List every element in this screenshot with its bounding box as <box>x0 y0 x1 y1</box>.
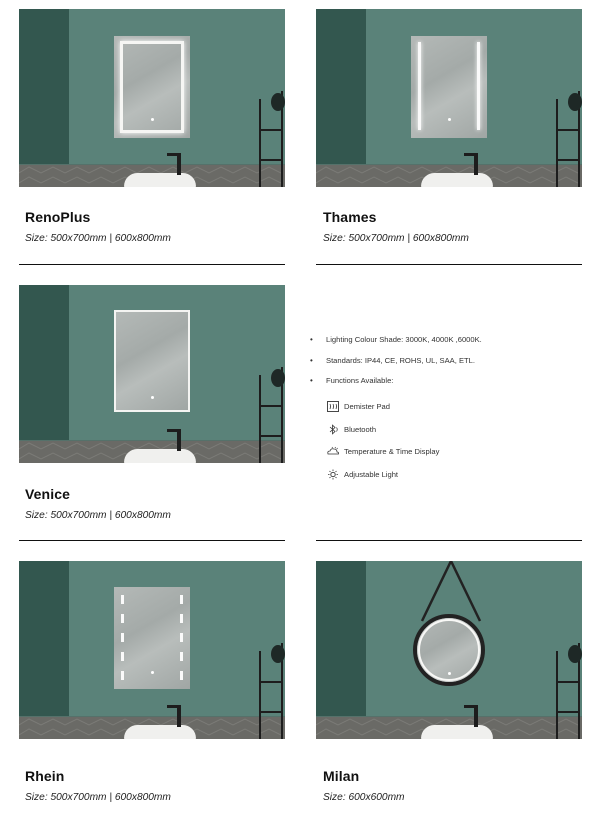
function-demister <box>310 401 580 424</box>
product-name: Rhein <box>25 768 65 784</box>
product-photo-venice <box>19 285 285 463</box>
divider <box>19 264 285 265</box>
divider <box>316 264 582 265</box>
spec-colour-shade: • Lighting Colour Shade: 3000K, 4000K ,6000K. <box>310 334 580 355</box>
product-name: Venice <box>25 486 70 502</box>
product-name: RenoPlus <box>25 209 91 225</box>
mirror-venice <box>114 310 190 412</box>
function-temperature-time <box>310 446 580 469</box>
function-adjustable-light <box>310 469 580 492</box>
product-name: Thames <box>323 209 377 225</box>
product-size: Size: 500x700mm | 600x800mm <box>323 233 469 244</box>
specifications-list <box>310 334 580 492</box>
bluetooth-icon <box>326 424 340 436</box>
temperature-time-icon <box>326 446 340 458</box>
mirror-renoplus <box>114 36 190 138</box>
product-name: Milan <box>323 768 360 784</box>
function-bluetooth <box>310 424 580 447</box>
light-icon <box>326 469 340 481</box>
spec-standards: • Standards: IP44, CE, ROHS, UL, SAA, ETL. <box>310 355 580 376</box>
product-photo-milan <box>316 561 582 739</box>
product-size: Size: 500x700mm | 600x800mm <box>25 792 171 803</box>
mirror-milan <box>413 614 485 686</box>
function-label: Adjustable Light <box>344 470 399 480</box>
spec-functions-heading: • Functions Available: <box>310 375 580 401</box>
divider <box>316 540 582 541</box>
product-size: Size: 600x600mm <box>323 792 405 803</box>
product-photo-renoplus <box>19 9 285 187</box>
mirror-rhein <box>114 587 190 689</box>
product-size: Size: 500x700mm | 600x800mm <box>25 233 171 244</box>
function-label: Temperature & Time Display <box>344 447 440 457</box>
function-label: Demister Pad <box>344 402 391 411</box>
product-size: Size: 500x700mm | 600x800mm <box>25 510 171 521</box>
product-photo-thames <box>316 9 582 187</box>
divider <box>19 540 285 541</box>
product-photo-rhein <box>19 561 285 739</box>
function-label: Bluetooth <box>344 424 377 434</box>
mirror-thames <box>411 36 487 138</box>
demister-icon <box>326 401 340 413</box>
